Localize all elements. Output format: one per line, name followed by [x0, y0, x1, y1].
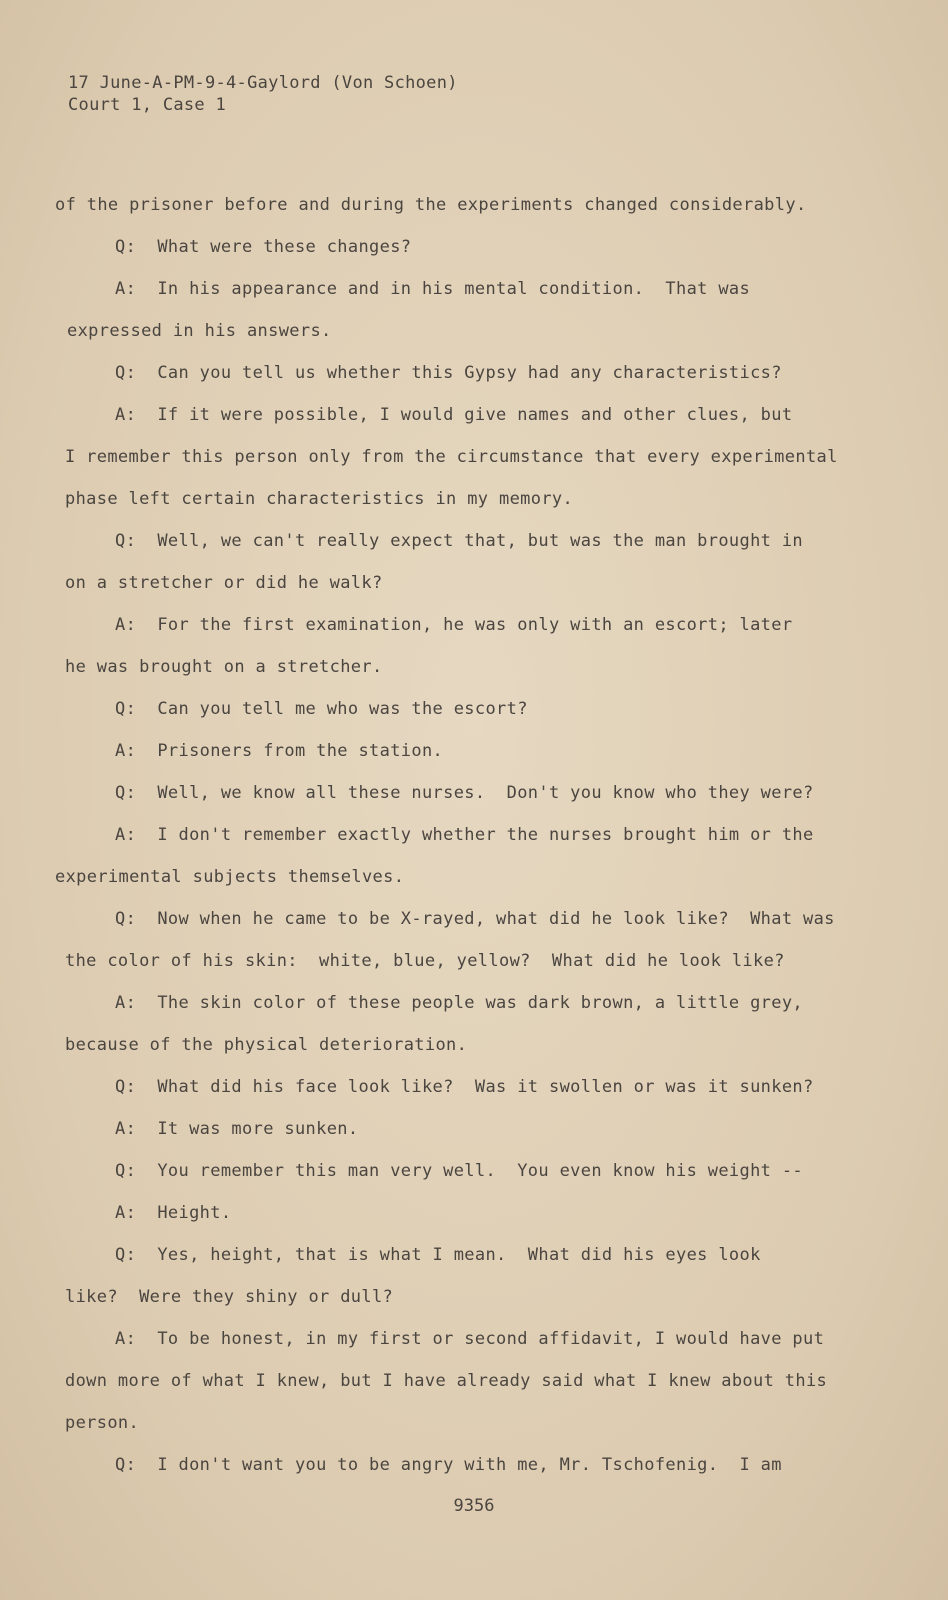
transcript-line: Q: Can you tell us whether this Gypsy had any characteristics? — [115, 363, 782, 383]
header-line-2: Court 1, Case 1 — [68, 95, 227, 115]
transcript-line: A: In his appearance and in his mental condition. That was — [115, 279, 751, 299]
transcript-line: Q: Yes, height, that is what I mean. What did his eyes look — [115, 1245, 761, 1265]
page-number: 9356 — [453, 1496, 495, 1516]
transcript-line: like? Were they shiny or dull? — [65, 1287, 394, 1307]
transcript-line: A: Height. — [115, 1203, 232, 1223]
transcript-line: on a stretcher or did he walk? — [65, 573, 383, 593]
transcript-line: Q: You remember this man very well. You even know his weight -- — [115, 1161, 804, 1181]
transcript-line: person. — [65, 1413, 140, 1433]
transcript-line: A: To be honest, in my first or second affidavit, I would have put — [115, 1329, 825, 1349]
transcript-line: Q: What did his face look like? Was it swollen or was it sunken? — [115, 1077, 814, 1097]
transcript-line: I remember this person only from the circumstance that every experimental — [65, 447, 838, 467]
transcript-line: A: It was more sunken. — [115, 1119, 359, 1139]
transcript-line: down more of what I knew, but I have already said what I knew about this — [65, 1371, 828, 1391]
transcript-line: phase left certain characteristics in my memory. — [65, 489, 574, 509]
transcript-line: A: For the first examination, he was only with an escort; later — [115, 615, 793, 635]
transcript-line: Q: What were these changes? — [115, 237, 412, 257]
transcript-line: A: I don't remember exactly whether the nurses brought him or the — [115, 825, 814, 845]
transcript-line: experimental subjects themselves. — [55, 867, 405, 887]
transcript-line: A: The skin color of these people was dark brown, a little grey, — [115, 993, 804, 1013]
transcript-line: Q: Well, we know all these nurses. Don't you know who they were? — [115, 783, 814, 803]
transcript-line: Q: Now when he came to be X-rayed, what did he look like? What was — [115, 909, 835, 929]
document-header — [68, 72, 458, 116]
transcript-line: Q: Well, we can't really expect that, but was the man brought in — [115, 531, 804, 551]
header-line-1: 17 June-A-PM-9-4-Gaylord (Von Schoen) — [68, 73, 458, 93]
transcript-line: A: Prisoners from the station. — [115, 741, 444, 761]
transcript-line: he was brought on a stretcher. — [65, 657, 383, 677]
transcript-line: of the prisoner before and during the experiments changed considerably. — [55, 195, 807, 215]
transcript-line: expressed in his answers. — [67, 321, 332, 341]
transcript-line: the color of his skin: white, blue, yellow? What did he look like? — [65, 951, 785, 971]
transcript-line: Q: Can you tell me who was the escort? — [115, 699, 528, 719]
transcript-line: A: If it were possible, I would give names and other clues, but — [115, 405, 793, 425]
transcript-line: Q: I don't want you to be angry with me, Mr. Tschofenig. I am — [115, 1455, 782, 1475]
transcript-line: because of the physical deterioration. — [65, 1035, 468, 1055]
